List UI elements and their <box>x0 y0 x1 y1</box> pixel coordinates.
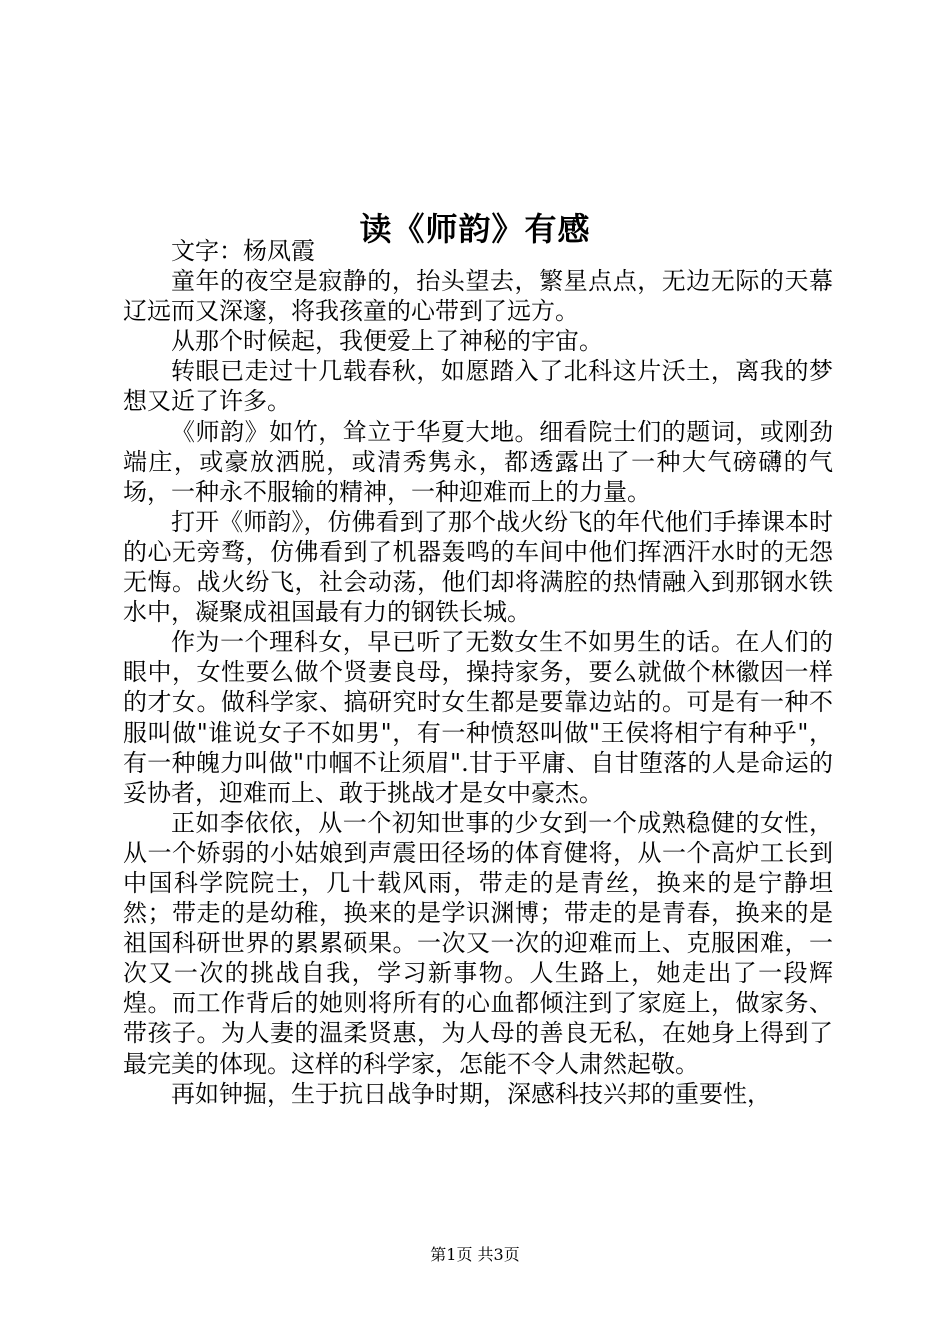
document-title: 读《师韵》有感 <box>359 210 591 249</box>
paragraph: 作为一个理科女，早已听了无数女生不如男生的话。在人们的眼中，女性要么做个贤妻良母，操持家务，要么就做个林徽因一样的才女。做科学家、搞研究时女生都是要靠边站的。可是有一种不服叫做"谁说女子不如男"，有一种愤怒叫做"王侯将相宁有种乎"，有一种魄力叫做"巾帼不让须眉".甘于平庸、自甘堕落的人是命运的妥协者，迎难而上、敢于挑战才是女中豪杰。 <box>123 628 833 807</box>
paragraph: 童年的夜空是寂静的，抬头望去，繁星点点，无边无际的天幕辽远而又深邃，将我孩童的心带到了远方。 <box>123 267 833 326</box>
page-footer: 第1页 共3页 <box>430 1245 520 1264</box>
paragraph: 转眼已走过十几载春秋，如愿踏入了北科这片沃土，离我的梦想又近了许多。 <box>123 357 833 416</box>
paragraph: 从那个时候起，我便爱上了神秘的宇宙。 <box>171 327 603 356</box>
paragraph: 再如钟掘，生于抗日战争时期，深感科技兴邦的重要性， <box>171 1079 771 1108</box>
paragraph: 正如李依依，从一个初知世事的少女到一个成熟稳健的女性，从一个娇弱的小姑娘到声震田径场的体育健将，从一个高炉工长到中国科学院院士，几十载风雨，带走的是青丝，换来的是宁静坦然；带走的是幼稚，换来的是学识渊博；带走的是青春，换来的是祖国科研世界的累累硕果。一次又一次的迎难而上、克服困难，一次又一次的挑战自我，学习新事物。人生路上，她走出了一段辉煌。而工作背后的她则将所有的心血都倾注到了家庭上，做家务、带孩子。为人妻的温柔贤惠，为人母的善良无私，在她身上得到了最完美的体现。这样的科学家，怎能不令人肃然起敬。 <box>123 808 833 1078</box>
paragraph: 《师韵》如竹，耸立于华夏大地。细看院士们的题词，或刚劲端庄，或豪放洒脱，或清秀隽永，都透露出了一种大气磅礴的气场，一种永不服输的精神，一种迎难而上的力量。 <box>123 417 833 506</box>
author-line: 文字：杨凤霞 <box>171 237 315 265</box>
document-body <box>123 236 833 1109</box>
paragraph: 打开《师韵》，仿佛看到了那个战火纷飞的年代他们手捧课本时的心无旁骛，仿佛看到了机器轰鸣的车间中他们挥洒汗水时的无怨无悔。战火纷飞，社会动荡，他们却将满腔的热情融入到那钢水铁水中，凝聚成祖国最有力的钢铁长城。 <box>123 507 833 627</box>
